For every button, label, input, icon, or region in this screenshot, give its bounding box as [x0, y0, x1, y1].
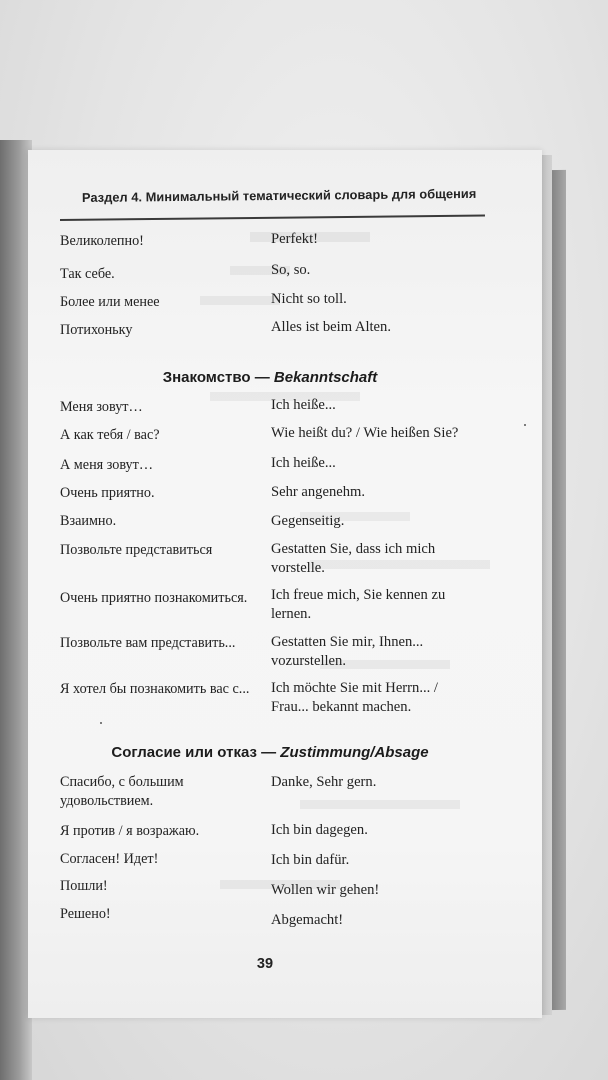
phrase-ru: Потихоньку	[60, 322, 133, 338]
phrase-ru: А как тебя / вас?	[60, 427, 160, 443]
phrase-ru: Пошли!	[60, 878, 108, 894]
phrase-de: lernen.	[271, 606, 312, 622]
bleed-through	[300, 800, 460, 809]
phrase-de: Sehr angenehm.	[271, 484, 366, 500]
phrase-ru: Очень приятно.	[60, 485, 155, 501]
phrase-ru: Так себе.	[60, 266, 115, 282]
phrase-ru: Спасибо, с большим	[60, 774, 184, 790]
phrase-de: Ich heiße...	[271, 455, 336, 471]
section-title-ru: Знакомство —	[162, 369, 274, 386]
phrase-de: Ich bin dagegen.	[271, 822, 368, 838]
section-title-de: Zustimmung/Absage	[280, 744, 429, 761]
phrase-ru: Очень приятно познакомиться.	[60, 590, 248, 606]
phrase-de: Wie heißt du? / Wie heißen Sie?	[271, 425, 459, 441]
phrase-de: Abgemacht!	[271, 912, 344, 928]
phrase-de: Gegenseitig.	[271, 513, 345, 529]
section-title-ru: Согласие или отказ —	[111, 744, 281, 761]
phrase-de: Wollen wir gehen!	[271, 882, 380, 898]
section-title-acquaintance	[60, 369, 480, 386]
phrase-de: Ich bin dafür.	[271, 852, 350, 868]
running-header: Раздел 4. Минимальный тематический словарь для общения	[81, 185, 477, 205]
phrase-de: Alles ist beim Alten.	[271, 319, 391, 335]
phrase-de: So, so.	[271, 262, 311, 278]
phrase-de: Gestatten Sie mir, Ihnen...	[271, 634, 424, 650]
paper-speck	[100, 722, 102, 724]
phrase-ru: Взаимно.	[60, 513, 117, 529]
page-number: 39	[256, 956, 274, 972]
phrase-de: Danke, Sehr gern.	[271, 774, 377, 790]
phrase-ru: Я против / я возражаю.	[60, 823, 200, 839]
phrase-de: Perfekt!	[271, 231, 319, 247]
phrase-ru: Согласен! Идет!	[60, 851, 159, 867]
phrase-de: Ich möchte Sie mit Herrn... /	[271, 680, 438, 696]
phrase-de: vozurstellen.	[271, 653, 346, 669]
phrase-ru: Позвольте представиться	[60, 542, 213, 558]
phrase-ru: Позвольте вам представить...	[60, 635, 236, 651]
phrase-de: Gestatten Sie, dass ich mich	[271, 541, 436, 557]
phrase-de: Ich freue mich, Sie kennen zu	[271, 587, 446, 603]
phrase-de: vorstelle.	[271, 560, 325, 576]
phrase-ru: А меня зовут…	[60, 457, 154, 473]
section-title-de: Bekanntschaft	[273, 369, 378, 386]
phrase-ru: Более или менее	[60, 294, 160, 310]
paper-speck	[524, 424, 526, 426]
phrase-ru: удовольствием.	[60, 793, 154, 809]
phrase-de: Ich heiße...	[271, 397, 336, 413]
phrase-ru: Великолепно!	[60, 233, 144, 249]
phrase-de: Frau... bekannt machen.	[271, 699, 412, 715]
phrase-de: Nicht so toll.	[271, 291, 347, 307]
phrase-ru: Я хотел бы познакомить вас с...	[60, 681, 250, 697]
phrase-ru: Решено!	[60, 906, 111, 922]
section-title-consent	[60, 744, 480, 761]
phrase-ru: Меня зовут…	[60, 399, 143, 415]
